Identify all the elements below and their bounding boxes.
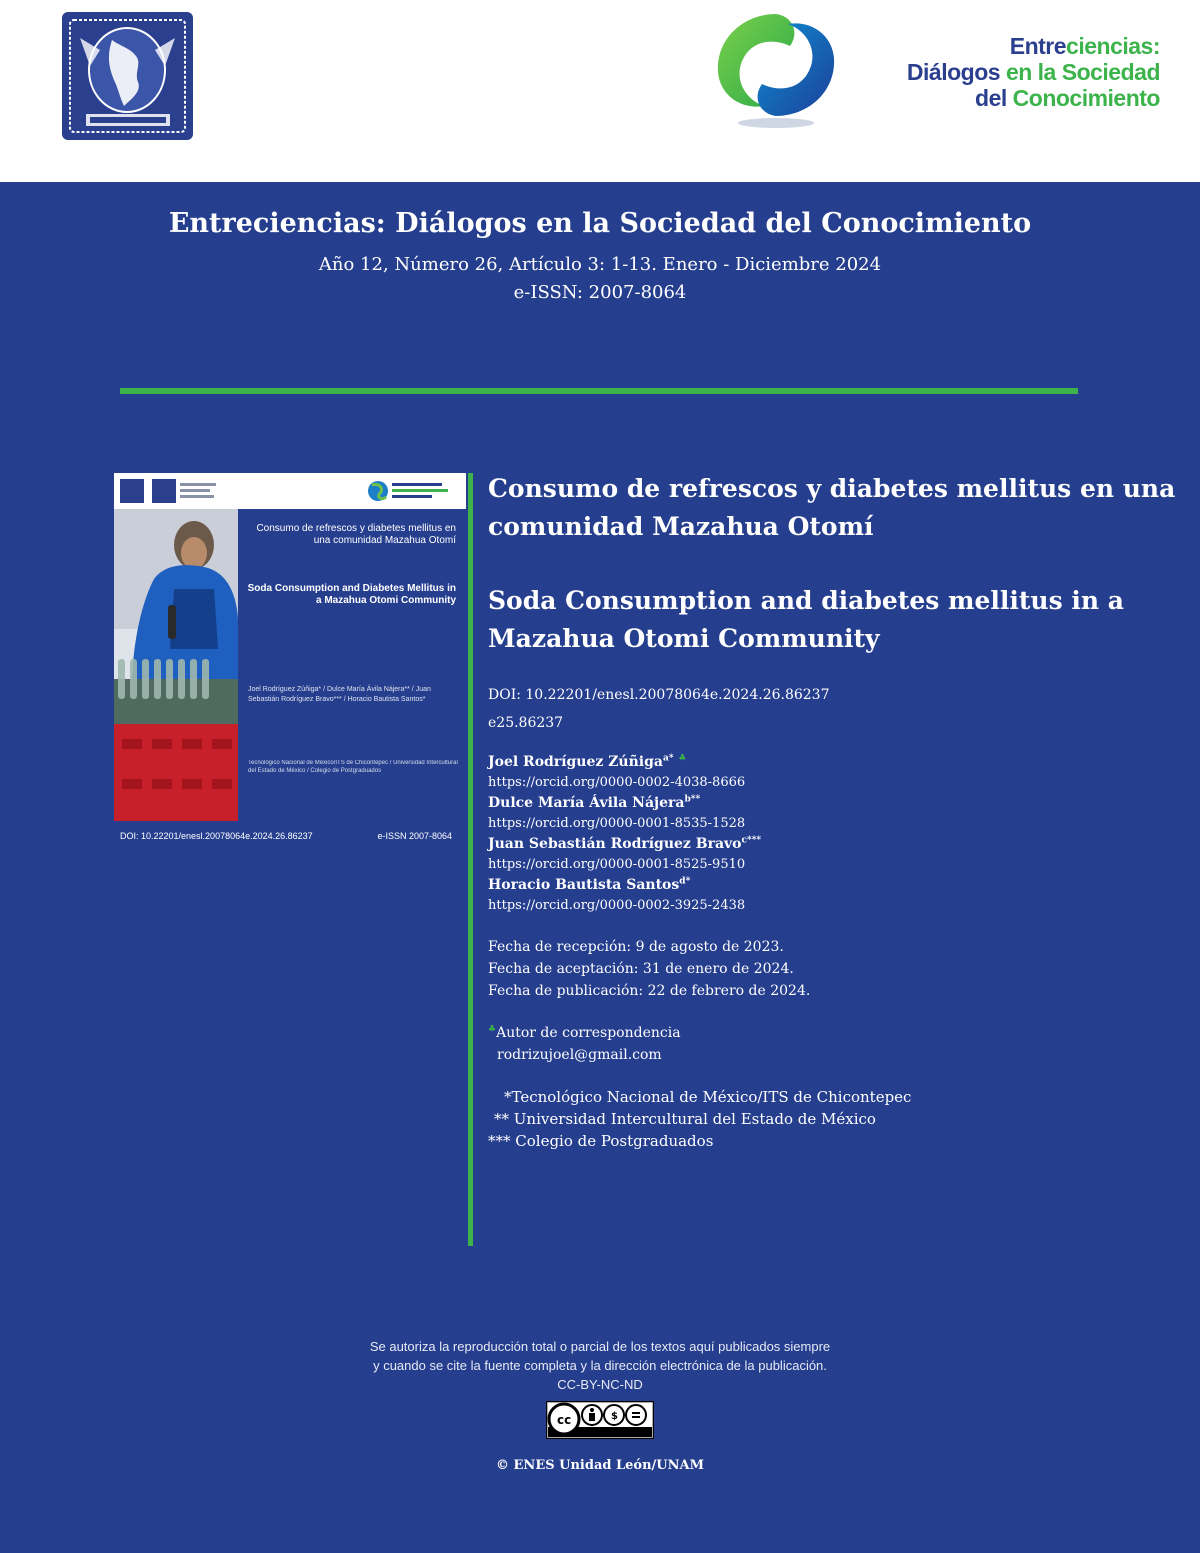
affiliation: ** Universidad Intercultural del Estado de México: [494, 1110, 876, 1128]
correspondence-email[interactable]: rodrizujoel@gmail.com: [497, 1047, 662, 1063]
cover-thumbnail-panel: [238, 509, 466, 821]
cover-logos-icon: [114, 473, 466, 509]
article-title-en: Soda Consumption and diabetes mellitus in a Mazahua Otomi Community: [488, 586, 1124, 653]
cover-issn: e-ISSN 2007-8064: [377, 831, 452, 841]
affiliations: [488, 1086, 1188, 1152]
unam-seal-logo: [60, 10, 195, 142]
svg-text:$: $: [611, 1411, 618, 1422]
entreciencias-logo-text: [860, 33, 1160, 111]
eissn: e-ISSN: 2007-8064: [513, 282, 687, 303]
cover-authors: Joel Rodríguez Zúñiga* / Dulce María Ávila Nájera** / Juan Sebastián Rodríguez Bravo*** / Horacio Bautista Santos*: [248, 686, 431, 703]
article-elocator: e25.86237: [488, 715, 564, 731]
license-notice: [0, 1337, 1200, 1394]
cover-title-es: Consumo de refrescos y diabetes mellitus en una comunidad Mazahua Otomí: [256, 523, 456, 546]
article-title-es: Consumo de refrescos y diabetes mellitus en una comunidad Mazahua Otomí: [488, 474, 1176, 541]
orcid-link[interactable]: https://orcid.org/0000-0002-4038-8666: [488, 775, 746, 790]
correspondence: [488, 1022, 1188, 1066]
corresponding-author-icon: ♣: [678, 753, 687, 764]
page-header: [0, 0, 1200, 182]
correspondence-mark-icon: ♣: [488, 1024, 497, 1035]
entreciencias-logo-mark: [706, 10, 844, 130]
orcid-link[interactable]: https://orcid.org/0000-0001-8535-1528: [488, 816, 746, 831]
cover-photo-woman-with-soda-bottles: [114, 509, 238, 821]
author-list: [488, 752, 1188, 916]
affiliation: *Tecnológico Nacional de México/ITS de Chicontepec: [504, 1088, 912, 1106]
author-name: Dulce María Ávila Nájera$^{b**}$: [488, 794, 701, 811]
cover-affiliations: Tecnológico Nacional de México/ITS de Chicontepec / Universidad Intercultural del Estado de México / Colegio de Postgraduados: [248, 760, 458, 774]
svg-text:cc: cc: [557, 1413, 572, 1427]
logo-line-2: Diálogos en la Sociedad: [906, 59, 1160, 85]
article-dates: [488, 936, 1188, 1002]
cover-title-en: Soda Consumption and Diabetes Mellitus in a Mazahua Otomi Community: [247, 583, 456, 606]
vertical-divider: [468, 473, 473, 1246]
license-line: Se autoriza la reproducción total o parcial de los textos aquí publicados siempre: [369, 1339, 831, 1354]
date-received: Fecha de recepción: 9 de agosto de 2023.: [488, 939, 784, 955]
cover-thumbnail-footer: [114, 821, 466, 851]
cover-main: [0, 182, 1200, 1553]
cc-by-nc-nd-badge-icon[interactable]: [546, 1401, 654, 1439]
logo-line-1: Entreciencias:: [1009, 33, 1160, 59]
cover-thumbnail-header: [114, 473, 466, 509]
article-doi[interactable]: DOI: 10.22201/enesl.20078064e.2024.26.86237: [488, 687, 830, 703]
cover-thumbnail: [114, 473, 466, 851]
copyright: © ENES Unidad León/UNAM: [496, 1458, 704, 1473]
license-code: CC-BY-NC-ND: [557, 1377, 643, 1392]
issue-info: Año 12, Número 26, Artículo 3: 1-13. Enero - Diciembre 2024: [318, 254, 882, 275]
date-accepted: Fecha de aceptación: 31 de enero de 2024.: [488, 961, 794, 977]
license-line: y cuando se cite la fuente completa y la dirección electrónica de la publicación.: [373, 1358, 827, 1373]
article-info: [488, 470, 1188, 1152]
logo-line-3: del Conocimiento: [975, 85, 1160, 111]
orcid-link[interactable]: https://orcid.org/0000-0001-8525-9510: [488, 857, 746, 872]
affiliation: *** Colegio de Postgraduados: [488, 1132, 714, 1150]
author-name: Juan Sebastián Rodríguez Bravo$^{c***}$: [488, 835, 762, 852]
author-name: Joel Rodríguez Zúñiga$^{a*}$ ♣: [488, 753, 687, 770]
journal-title: Entreciencias: Diálogos en la Sociedad del Conocimiento: [168, 208, 1032, 239]
orcid-link[interactable]: https://orcid.org/0000-0002-3925-2438: [488, 898, 746, 913]
cover-doi: DOI: 10.22201/enesl.20078064e.2024.26.86237: [120, 831, 313, 841]
correspondence-label: Autor de correspondencia: [496, 1025, 681, 1041]
date-published: Fecha de publicación: 22 de febrero de 2024.: [488, 983, 811, 999]
divider: [120, 388, 1078, 394]
author-name: Horacio Bautista Santos$^{d*}$: [488, 876, 691, 893]
